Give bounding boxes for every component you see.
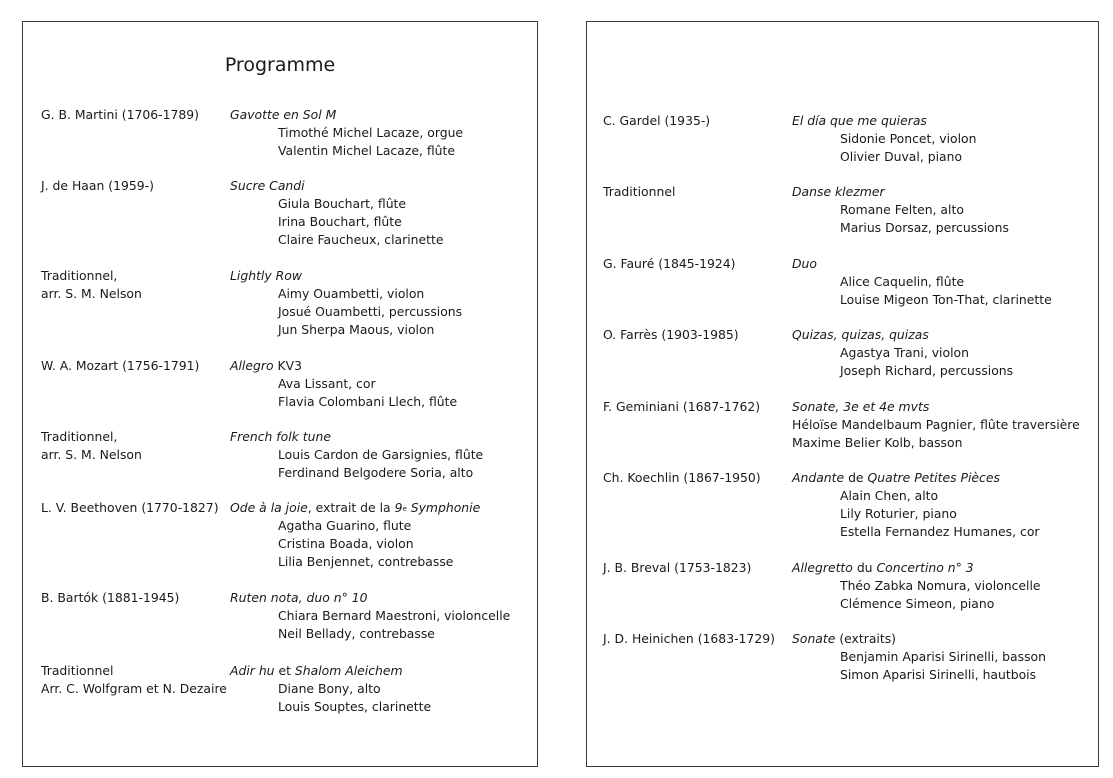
performer: Giula Bouchart, flûte	[278, 196, 407, 211]
piece-title-segment: Duo	[792, 256, 817, 271]
composer-line: J. B. Breval (1753-1823)	[603, 560, 752, 575]
piece-title-segment: et	[274, 663, 295, 678]
composer-line: L. V. Beethoven (1770-1827)	[41, 500, 219, 515]
piece-title	[792, 183, 885, 201]
piece-title-segment: Adir hu	[230, 663, 275, 678]
performer: Marius Dorsaz, percussions	[840, 220, 1009, 235]
performer: Clémence Simeon, piano	[840, 596, 995, 611]
composer	[41, 428, 142, 464]
performer: Louis Cardon de Garsignies, flûte	[278, 447, 484, 462]
composer	[41, 357, 199, 375]
composer-line: Ch. Koechlin (1867-1950)	[603, 470, 761, 485]
piece-title-segment: Ruten nota, duo n° 10	[230, 590, 368, 605]
performer: Flavia Colombani Llech, flûte	[278, 394, 458, 409]
performer: Ava Lissant, cor	[278, 376, 376, 391]
composer	[41, 267, 142, 303]
performer: Simon Aparisi Sirinelli, hautbois	[840, 667, 1037, 682]
composer	[603, 255, 736, 273]
performer: Chiara Bernard Maestroni, violoncelle	[278, 608, 511, 623]
piece-title-segment: Quizas, quizas, quizas	[792, 327, 929, 342]
performer: Théo Zabka Nomura, violoncelle	[840, 578, 1041, 593]
performer: Lilia Benjennet, contrebasse	[278, 554, 454, 569]
performer: Agatha Guarino, flute	[278, 518, 412, 533]
piece-title-segment: KV3	[273, 358, 302, 373]
piece-title	[230, 662, 403, 680]
piece-title	[230, 589, 368, 607]
composer-line: Traditionnel	[603, 184, 676, 199]
composer	[41, 662, 227, 698]
performer: Estella Fernandez Humanes, cor	[840, 524, 1040, 539]
piece-title-segment: Lightly Row	[230, 268, 302, 283]
performer: Louise Migeon Ton-That, clarinette	[840, 292, 1052, 307]
piece-title-segment: (extraits)	[835, 631, 897, 646]
composer	[603, 326, 739, 344]
performer: Maxime Belier Kolb, basson	[792, 435, 963, 450]
performer: Claire Faucheux, clarinette	[278, 232, 444, 247]
performer: Alain Chen, alto	[840, 488, 939, 503]
performer: Benjamin Aparisi Sirinelli, basson	[840, 649, 1046, 664]
composer-line: G. Fauré (1845-1924)	[603, 256, 736, 271]
piece-title	[792, 630, 896, 648]
composer	[603, 559, 751, 577]
composer-line: F. Geminiani (1687-1762)	[603, 399, 761, 414]
piece-title-segment: Sonate	[792, 631, 836, 646]
piece-title-segment: Allegretto	[792, 560, 853, 575]
composer	[41, 177, 154, 195]
composer-line: C. Gardel (1935-)	[603, 113, 711, 128]
piece-title-segment: Sucre Candi	[230, 178, 305, 193]
composer	[603, 112, 710, 130]
piece-title-segment: Danse klezmer	[792, 184, 885, 199]
composer-line: arr. S. M. Nelson	[41, 447, 142, 462]
performer: Alice Caquelin, flûte	[840, 274, 965, 289]
piece-title-segment: 9	[394, 500, 403, 515]
piece-title-segment: Concertino n° 3	[876, 560, 974, 575]
performer: Josué Ouambetti, percussions	[278, 304, 463, 319]
piece-title-segment: El día que me quieras	[792, 113, 927, 128]
piece-title-segment: French folk tune	[230, 429, 331, 444]
performer: Louis Souptes, clarinette	[278, 699, 432, 714]
performer: Ferdinand Belgodere Soria, alto	[278, 465, 474, 480]
performer: Lily Roturier, piano	[840, 506, 957, 521]
performer: Irina Bouchart, flûte	[278, 214, 402, 229]
piece-title	[230, 357, 302, 375]
programme-page-right	[586, 21, 1099, 767]
composer-line: O. Farrès (1903-1985)	[603, 327, 739, 342]
composer-line: G. B. Martini (1706-1789)	[41, 107, 199, 122]
performer: Aimy Ouambetti, violon	[278, 286, 425, 301]
piece-title-segment: du	[852, 560, 877, 575]
performer: Timothé Michel Lacaze, orgue	[278, 125, 464, 140]
composer-line: J. D. Heinichen (1683-1729)	[603, 631, 775, 646]
composer-line: Traditionnel	[41, 663, 114, 678]
composer-line: W. A. Mozart (1756-1791)	[41, 358, 200, 373]
piece-title-segment: Sonate, 3e et 4e mvts	[792, 399, 930, 414]
piece-title-segment: , extrait de la	[307, 500, 395, 515]
performer: Jun Sherpa Maous, violon	[278, 322, 435, 337]
piece-title-segment: e	[402, 505, 407, 513]
composer-line: B. Bartók (1881-1945)	[41, 590, 180, 605]
piece-title-segment: Symphonie	[406, 500, 481, 515]
performer: Sidonie Poncet, violon	[840, 131, 977, 146]
piece-title	[792, 326, 929, 344]
piece-title	[230, 499, 480, 517]
piece-title	[792, 469, 1000, 487]
composer	[41, 499, 219, 517]
performer: Agastya Trani, violon	[840, 345, 969, 360]
composer	[603, 398, 760, 416]
composer	[603, 630, 775, 648]
performer: Valentin Michel Lacaze, flûte	[278, 143, 455, 158]
performer: Cristina Boada, violon	[278, 536, 414, 551]
performer: Diane Bony, alto	[278, 681, 381, 696]
composer-line: Traditionnel,	[41, 429, 118, 444]
piece-title-segment: Andante	[792, 470, 845, 485]
composer	[603, 183, 675, 201]
composer	[603, 469, 761, 487]
piece-title	[230, 428, 331, 446]
piece-title	[792, 559, 974, 577]
piece-title	[792, 398, 929, 416]
piece-title-segment: de	[844, 470, 868, 485]
performer: Joseph Richard, percussions	[840, 363, 1014, 378]
performer: Héloïse Mandelbaum Pagnier, flûte traversière	[792, 417, 1080, 432]
performer: Olivier Duval, piano	[840, 149, 963, 164]
piece-title-segment: Gavotte en Sol M	[230, 107, 337, 122]
piece-title	[230, 267, 302, 285]
piece-title	[230, 106, 336, 124]
composer	[41, 589, 179, 607]
composer-line: Traditionnel,	[41, 268, 118, 283]
performer: Neil Bellady, contrebasse	[278, 626, 435, 641]
performer: Romane Felten, alto	[840, 202, 964, 217]
piece-title	[230, 177, 305, 195]
piece-title	[792, 255, 817, 273]
piece-title-segment: Ode à la joie	[230, 500, 308, 515]
composer	[41, 106, 199, 124]
page-title: Programme	[224, 54, 336, 76]
composer-line: Arr. C. Wolfgram et N. Dezaire	[41, 681, 227, 696]
composer-line: J. de Haan (1959-)	[41, 178, 154, 193]
composer-line: arr. S. M. Nelson	[41, 286, 142, 301]
piece-title-segment: Allegro	[230, 358, 274, 373]
programme-page-left	[22, 21, 538, 767]
piece-title-segment: Shalom Aleichem	[294, 663, 403, 678]
piece-title-segment: Quatre Petites Pièces	[867, 470, 1000, 485]
piece-title	[792, 112, 927, 130]
